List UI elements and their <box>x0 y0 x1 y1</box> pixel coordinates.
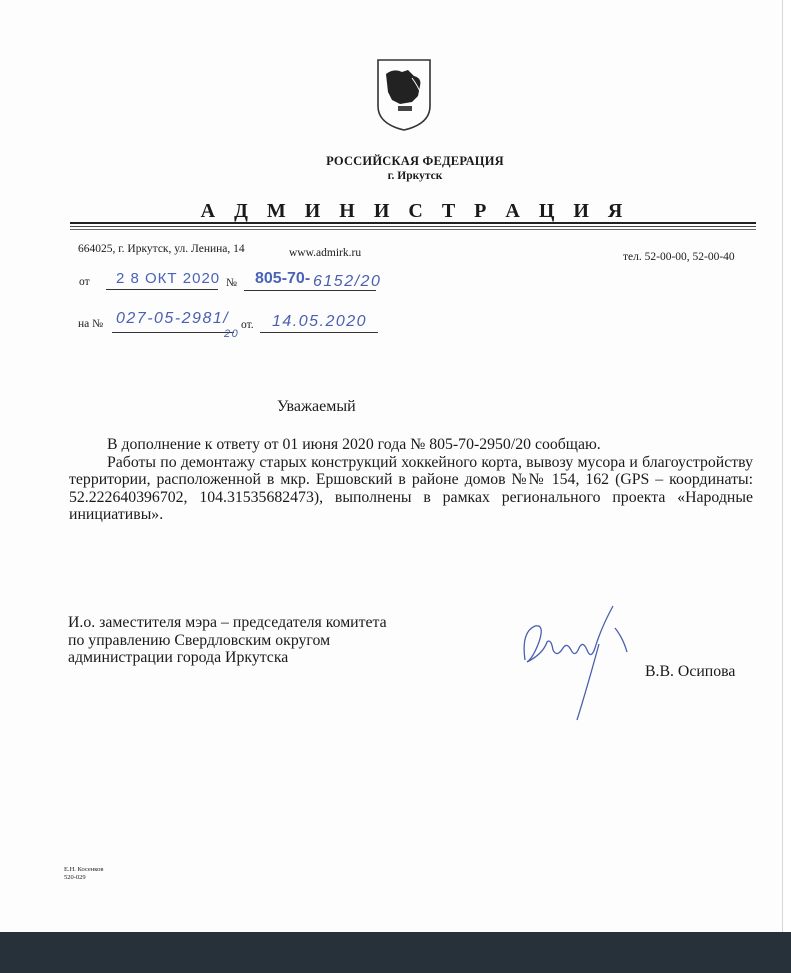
signatory-name: В.В. Осипова <box>645 663 736 680</box>
phone-text: тел. 52-00-00, 52-00-40 <box>623 251 735 263</box>
number-handwritten: 6152/20 <box>313 273 382 290</box>
handwritten-signature <box>515 598 635 724</box>
ref-number-handwritten: 027-05-2981/ <box>116 310 230 327</box>
number-label: № <box>226 277 237 289</box>
signatory-title-line: администрации города Иркутска <box>68 649 289 666</box>
irkutsk-coat-of-arms-icon <box>374 56 434 132</box>
ref-date-underline <box>260 332 378 333</box>
letter-body <box>69 436 753 524</box>
executor-info <box>64 866 103 882</box>
ref-underline <box>112 332 234 333</box>
from-label: от <box>79 276 90 288</box>
header-rule <box>70 229 756 230</box>
date-stamp: 2 8 ОКТ 2020 <box>116 270 221 287</box>
paragraph: Работы по демонтажу старых конструкций хоккейного корта, вывозу мусора и благоустройству территории, расположенной в мкр. Ершовский в районе домов №№ 154, 162 (GPS – координаты: 52.222640396702, 104.31535682473), выполнены в рамках регионального проекта «Народные инициативы». <box>69 453 753 523</box>
org-title: А Д М И Н И С Т Р А Ц И Я <box>200 200 630 222</box>
date-underline <box>106 289 218 290</box>
header-rule <box>70 226 756 227</box>
salutation: Уважаемый <box>277 398 356 415</box>
header-rule <box>70 222 756 224</box>
website-text: www.admirk.ru <box>289 247 362 259</box>
ref-number-suffix: 20 <box>224 328 240 340</box>
executor-name: Е.Н. Косенков <box>64 866 104 873</box>
viewer-footer-band <box>0 932 791 973</box>
number-stamp: 805-70- <box>255 270 311 287</box>
paragraph: В дополнение к ответу от 01 июня 2020 года № 805-70-2950/20 сообщаю. <box>107 436 601 453</box>
ref-date-handwritten: 14.05.2020 <box>272 313 368 330</box>
ref-label: на № <box>78 318 104 330</box>
city-heading: г. Иркутск <box>387 170 443 182</box>
signatory-title-line: И.о. заместителя мэра – председателя комитета <box>68 614 387 631</box>
address-text: 664025, г. Иркутск, ул. Ленина, 14 <box>78 243 245 255</box>
ref-from-label: от. <box>241 319 254 331</box>
signatory-title-line: по управлению Свердловским округом <box>68 631 331 649</box>
signatory-title <box>68 614 387 667</box>
country-heading: РОССИЙСКАЯ ФЕДЕРАЦИЯ <box>326 154 504 168</box>
executor-phone: 520-029 <box>64 874 86 881</box>
page-edge <box>782 0 783 932</box>
